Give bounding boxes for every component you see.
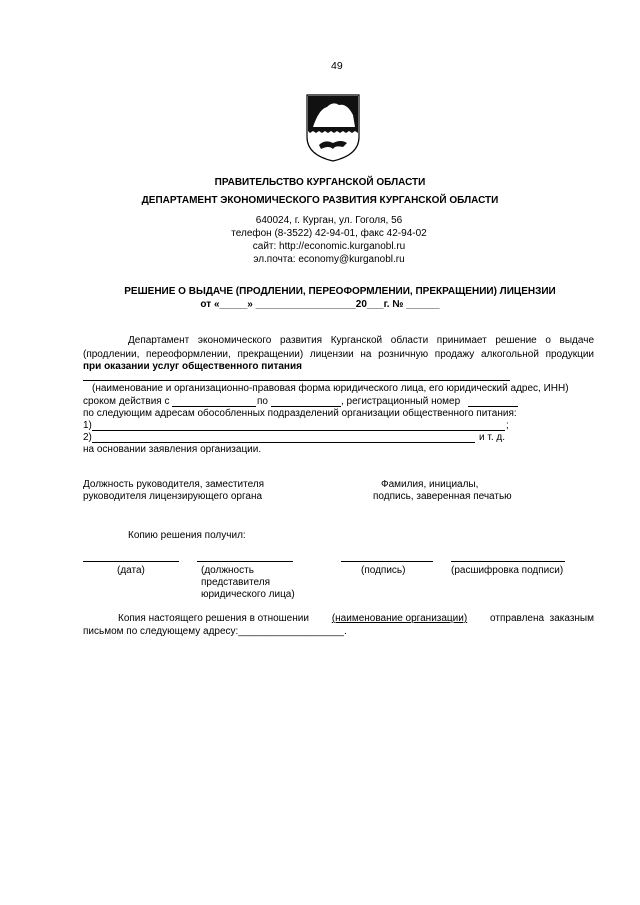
signatory-position-line-1: Должность руководителя, заместителя bbox=[83, 479, 265, 490]
basis-text: на основании заявления организации. bbox=[83, 444, 262, 455]
receipt-position-caption-2: представителя bbox=[201, 577, 271, 588]
receipt-sign-caption: (подпись) bbox=[361, 565, 406, 576]
footer-line-2: письмом по следующему адресу:___________________. bbox=[83, 626, 347, 637]
org-name-government: ПРАВИТЕЛЬСТВО КУРГАНСКОЙ ОБЛАСТИ bbox=[214, 177, 426, 188]
registration-number-label: , регистрационный номер bbox=[341, 396, 461, 407]
term-from-fill-line bbox=[172, 406, 256, 407]
term-to-label: по bbox=[257, 396, 268, 407]
address-item-1-fill-line bbox=[92, 430, 505, 431]
coat-of-arms-emblem bbox=[305, 93, 361, 163]
address-item-1-end: ; bbox=[506, 420, 509, 431]
signatory-name-line-2: подпись, заверенная печатью bbox=[373, 491, 512, 502]
signatory-name-line-1: Фамилия, инициалы, bbox=[381, 479, 479, 490]
receipt-sign-line bbox=[341, 561, 433, 562]
decision-date-number: от «_____» __________________20___г. № ______ bbox=[200, 299, 440, 310]
body-paragraph-line-2: (продлении, переоформлении, прекращении) лицензии на розничную продажу алкогольной продукции bbox=[83, 349, 594, 360]
receipt-decode-line bbox=[451, 561, 565, 562]
org-site: сайт: http://economic.kurganobl.ru bbox=[252, 241, 406, 252]
address-item-1-number: 1) bbox=[83, 420, 92, 431]
signatory-position-line-2: руководителя лицензирующего органа bbox=[83, 491, 263, 502]
address-item-2-number: 2) bbox=[83, 432, 92, 443]
org-email: эл.почта: economy@kurganobl.ru bbox=[253, 254, 405, 265]
receipt-position-caption-1: (должность bbox=[201, 565, 254, 576]
org-name-fill-line bbox=[83, 380, 510, 381]
receipt-position-line bbox=[197, 561, 293, 562]
org-phone: телефон (8-3522) 42-94-01, факс 42-94-02 bbox=[231, 228, 427, 239]
org-name-department: ДЕПАРТАМЕНТ ЭКОНОМИЧЕСКОГО РАЗВИТИЯ КУРГАНСКОЙ ОБЛАСТИ bbox=[141, 195, 499, 206]
receipt-label: Копию решения получил: bbox=[128, 530, 246, 541]
org-name-caption: (наименование и организационно-правовая форма юридического лица, его юридический адрес, ИНН) bbox=[92, 383, 569, 394]
receipt-date-line bbox=[83, 561, 179, 562]
address-item-2-fill-line bbox=[92, 442, 475, 443]
page-number: 49 bbox=[331, 60, 343, 72]
receipt-decode-caption: (расшифровка подписи) bbox=[451, 565, 564, 576]
org-address: 640024, г. Курган, ул. Гоголя, 56 bbox=[255, 215, 403, 226]
receipt-position-caption-3: юридического лица) bbox=[201, 589, 295, 600]
addresses-label: по следующим адресам обособленных подразделений организации общественного питания: bbox=[83, 408, 517, 419]
body-paragraph-line-3: при оказании услуг общественного питания bbox=[83, 361, 302, 372]
receipt-date-caption: (дата) bbox=[117, 565, 145, 576]
footer-line-1-part-a: Копия настоящего решения в отношении bbox=[118, 613, 312, 624]
address-item-2-end: и т. д. bbox=[479, 432, 506, 443]
footer-line-1 bbox=[118, 613, 594, 624]
footer-organization-name: (наименование организации) bbox=[331, 613, 468, 624]
term-prefix: сроком действия с bbox=[83, 396, 170, 407]
registration-number-fill-line bbox=[468, 406, 518, 407]
body-paragraph-line-1: Департамент экономического развития Курганской области принимает решение о выдаче bbox=[128, 335, 594, 346]
term-to-fill-line bbox=[271, 406, 341, 407]
footer-line-1-part-c: отправлена заказным bbox=[487, 613, 594, 624]
decision-title: РЕШЕНИЕ О ВЫДАЧЕ (ПРОДЛЕНИИ, ПЕРЕОФОРМЛЕНИИ, ПРЕКРАЩЕНИИ) ЛИЦЕНЗИИ bbox=[124, 286, 556, 297]
